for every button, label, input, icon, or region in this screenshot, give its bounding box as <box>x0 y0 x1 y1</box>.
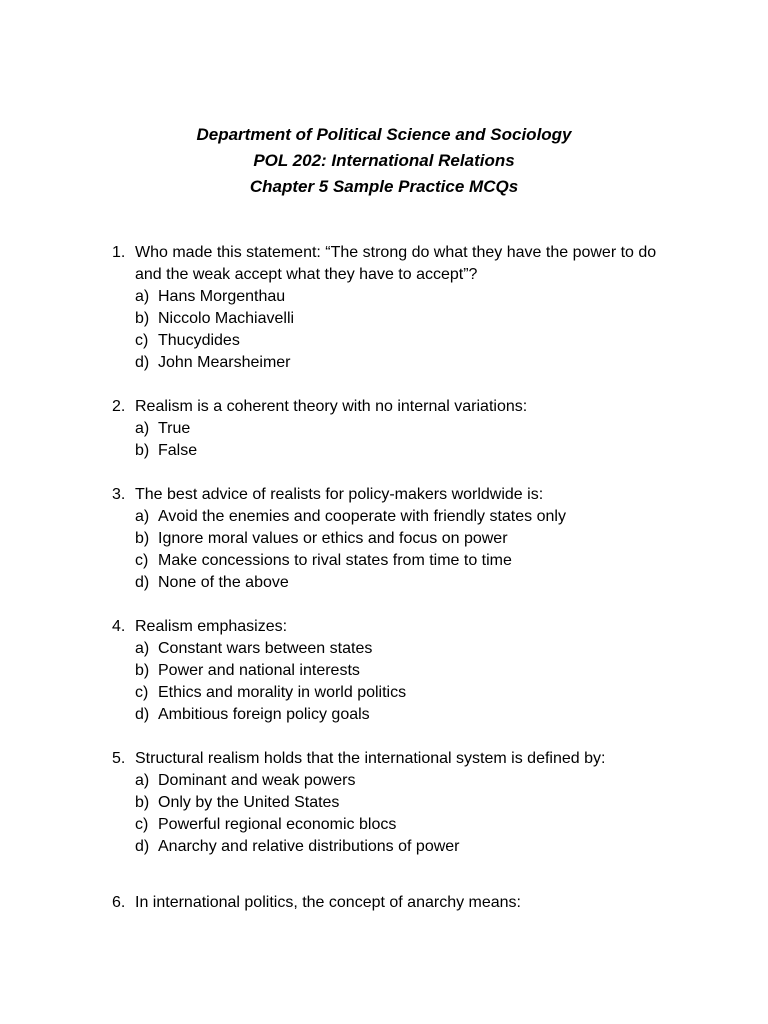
option-letter: d) <box>135 574 150 591</box>
question-number: 3. <box>112 486 126 503</box>
option-letter: b) <box>135 442 150 459</box>
course-title: POL 202: International Relations <box>253 151 515 170</box>
option-text: Ethics and morality in world politics <box>158 684 407 701</box>
option-b <box>112 792 702 814</box>
option-d <box>112 572 702 594</box>
option-a <box>112 418 702 440</box>
option-letter: c) <box>135 552 149 569</box>
option-text: Dominant and weak powers <box>158 772 356 789</box>
question-text: The best advice of realists for policy-makers worldwide is: <box>135 486 544 503</box>
option-text: Make concessions to rival states from time to time <box>158 552 512 569</box>
option-text: False <box>158 442 198 459</box>
option-text: Ambitious foreign policy goals <box>158 706 370 723</box>
option-text: Avoid the enemies and cooperate with friendly states only <box>158 508 566 525</box>
chapter-title: Chapter 5 Sample Practice MCQs <box>249 177 519 196</box>
question-1 <box>112 242 702 374</box>
option-b <box>112 528 702 550</box>
option-b <box>112 440 702 462</box>
option-text: Anarchy and relative distributions of power <box>158 838 460 855</box>
option-c <box>112 814 702 836</box>
option-d <box>112 836 702 858</box>
document-header <box>0 122 768 200</box>
option-letter: a) <box>135 288 150 305</box>
option-d <box>112 704 702 726</box>
question-text: Who made this statement: “The strong do what they have the power to do <box>135 244 657 261</box>
question-text: In international politics, the concept of anarchy means: <box>135 894 521 911</box>
option-letter: a) <box>135 640 150 657</box>
option-c <box>112 330 702 352</box>
option-letter: a) <box>135 420 150 437</box>
option-a <box>112 286 702 308</box>
option-b <box>112 308 702 330</box>
option-letter: b) <box>135 794 150 811</box>
option-a <box>112 638 702 660</box>
option-text: John Mearsheimer <box>158 354 291 371</box>
option-letter: b) <box>135 310 150 327</box>
option-letter: d) <box>135 354 150 371</box>
question-3 <box>112 484 702 594</box>
question-4 <box>112 616 702 726</box>
department-title: Department of Political Science and Sociology <box>196 125 572 144</box>
question-6 <box>112 892 702 914</box>
option-text: Ignore moral values or ethics and focus on power <box>158 530 508 547</box>
option-letter: b) <box>135 662 150 679</box>
option-text: Thucydides <box>158 332 240 349</box>
option-c <box>112 682 702 704</box>
option-text: Niccolo Machiavelli <box>158 310 295 327</box>
option-letter: d) <box>135 838 150 855</box>
question-text: Realism is a coherent theory with no internal variations: <box>135 398 528 415</box>
question-number: 4. <box>112 618 126 635</box>
question-2 <box>112 396 702 462</box>
option-letter: a) <box>135 772 150 789</box>
question-text: Realism emphasizes: <box>135 618 288 635</box>
option-text: True <box>158 420 191 437</box>
option-text: Powerful regional economic blocs <box>158 816 397 833</box>
question-number: 2. <box>112 398 126 415</box>
option-text: None of the above <box>158 574 289 591</box>
question-list <box>112 242 702 914</box>
question-text: Structural realism holds that the international system is defined by: <box>135 750 606 767</box>
option-text: Only by the United States <box>158 794 340 811</box>
question-5 <box>112 748 702 858</box>
option-b <box>112 660 702 682</box>
option-letter: c) <box>135 816 149 833</box>
option-text: Hans Morgenthau <box>158 288 286 305</box>
option-c <box>112 550 702 572</box>
option-a <box>112 770 702 792</box>
option-letter: c) <box>135 684 149 701</box>
option-letter: b) <box>135 530 150 547</box>
option-text: Constant wars between states <box>158 640 373 657</box>
option-text: Power and national interests <box>158 662 360 679</box>
question-number: 1. <box>112 244 126 261</box>
option-letter: d) <box>135 706 150 723</box>
option-d <box>112 352 702 374</box>
option-letter: c) <box>135 332 149 349</box>
option-letter: a) <box>135 508 150 525</box>
question-number: 6. <box>112 894 126 911</box>
question-text-continued: and the weak accept what they have to accept”? <box>135 266 478 283</box>
option-a <box>112 506 702 528</box>
question-number: 5. <box>112 750 126 767</box>
